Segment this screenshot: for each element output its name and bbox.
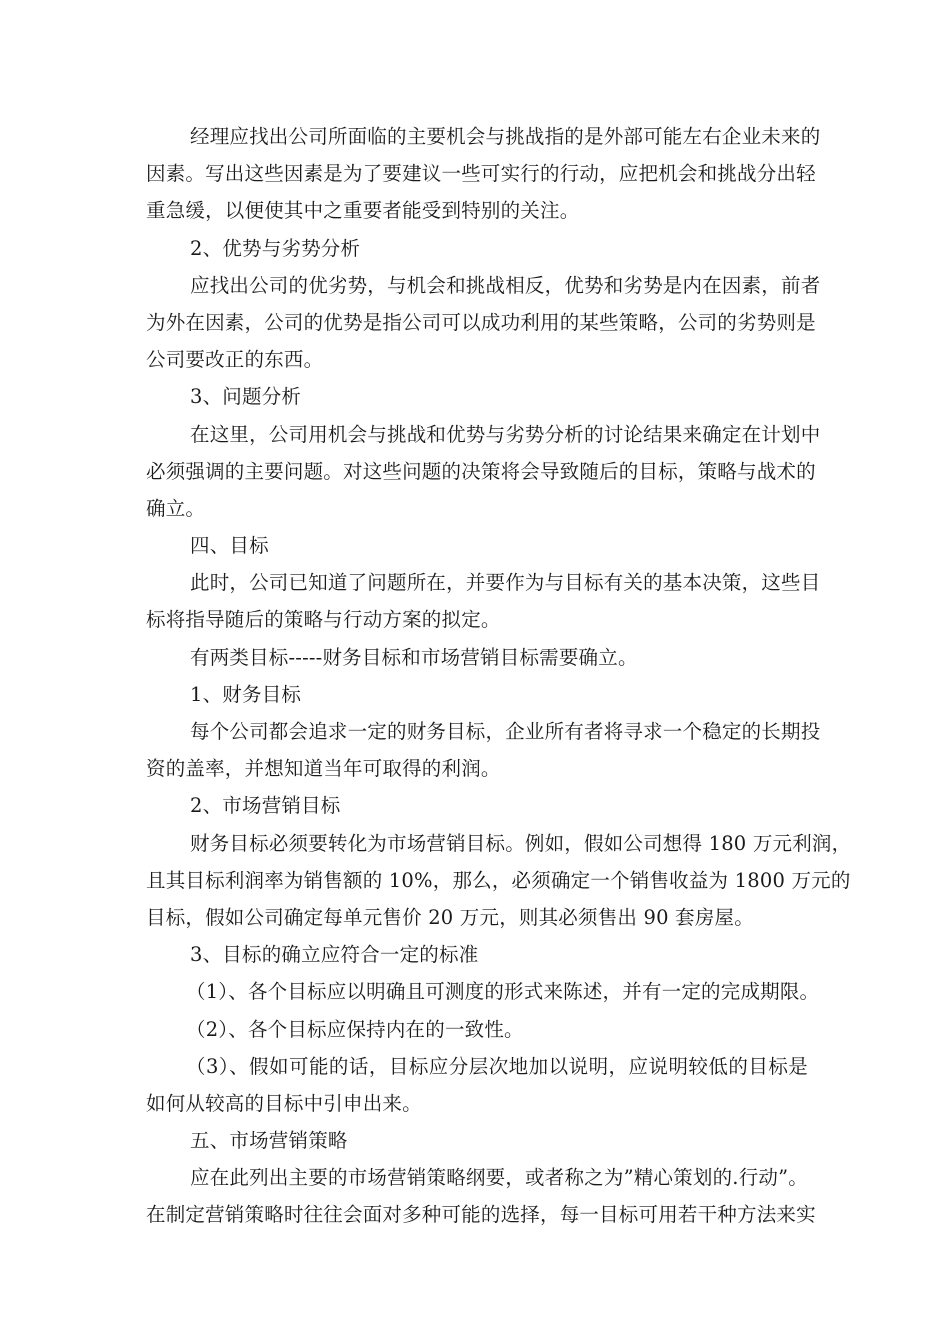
section-heading: 2、优势与劣势分析	[190, 236, 361, 260]
paragraph-line: 标将指导随后的策略与行动方案的拟定。	[146, 608, 501, 632]
document-body	[146, 118, 852, 1234]
section-heading: 五、市场营销策略	[190, 1129, 348, 1153]
paragraph-line: 为外在因素，公司的优势是指公司可以成功利用的某些策略，公司的劣势则是	[146, 310, 816, 334]
paragraph-line: 资的盖率，并想知道当年可取得的利润。	[146, 757, 501, 781]
list-item: （3）、假如可能的话，目标应分层次地加以说明，应说明较低的目标是	[186, 1054, 808, 1078]
paragraph-line: 财务目标必须要转化为市场营销目标。例如，假如公司想得 180 万元利润，	[190, 831, 852, 855]
paragraph-line: 如何从较高的目标中引申出来。	[146, 1091, 422, 1115]
section-heading: 1、财务目标	[190, 682, 302, 706]
paragraph-line: 每个公司都会追求一定的财务目标，企业所有者将寻求一个稳定的长期投	[190, 720, 821, 743]
section-heading: 3、问题分析	[190, 385, 302, 409]
paragraph-line: 应找出公司的优劣势，与机会和挑战相反，优势和劣势是内在因素，前者	[190, 273, 821, 297]
paragraph-line: 在这里，公司用机会与挑战和优势与劣势分析的讨论结果来确定在计划中	[190, 422, 821, 446]
section-heading: 2、市场营销目标	[190, 794, 341, 818]
paragraph-line: 必须强调的主要问题。对这些问题的决策将会导致随后的目标，策略与战术的	[146, 459, 816, 483]
paragraph-line: 在制定营销策略时往往会面对多种可能的选择，每一目标可用若干种方法来实	[146, 1203, 816, 1227]
paragraph-line: 重急缓，以便使其中之重要者能受到特别的关注。	[146, 199, 580, 223]
list-item: （1）、各个目标应以明确且可测度的形式来陈述，并有一定的完成期限。	[186, 980, 820, 1004]
paragraph-line: 此时，公司已知道了问题所在，并要作为与目标有关的基本决策，这些目	[190, 571, 821, 595]
paragraph-line: 公司要改正的东西。	[146, 348, 324, 372]
list-item: （2）、各个目标应保持内在的一致性。	[186, 1017, 524, 1041]
paragraph-line: 确立。	[146, 496, 206, 520]
paragraph-line: 且其目标利润率为销售额的 10%，那么，必须确定一个销售收益为 1800 万元的	[146, 868, 851, 892]
section-heading: 四、目标	[190, 534, 269, 558]
paragraph-line: 应在此列出主要的市场营销策略纲要，或者称之为”精心策划的.行动”。	[190, 1166, 808, 1190]
section-heading: 3、目标的确立应符合一定的标准	[190, 943, 479, 967]
paragraph-line: 目标，假如公司确定每单元售价 20 万元，则其必须售出 90 套房屋。	[146, 905, 754, 929]
paragraph-line: 因素。写出这些因素是为了要建议一些可实行的行动，应把机会和挑战分出轻	[146, 162, 816, 186]
paragraph-line: 有两类目标-----财务目标和市场营销目标需要确立。	[190, 645, 638, 669]
paragraph-line: 经理应找出公司所面临的主要机会与挑战指的是外部可能左右企业未来的	[190, 125, 821, 148]
